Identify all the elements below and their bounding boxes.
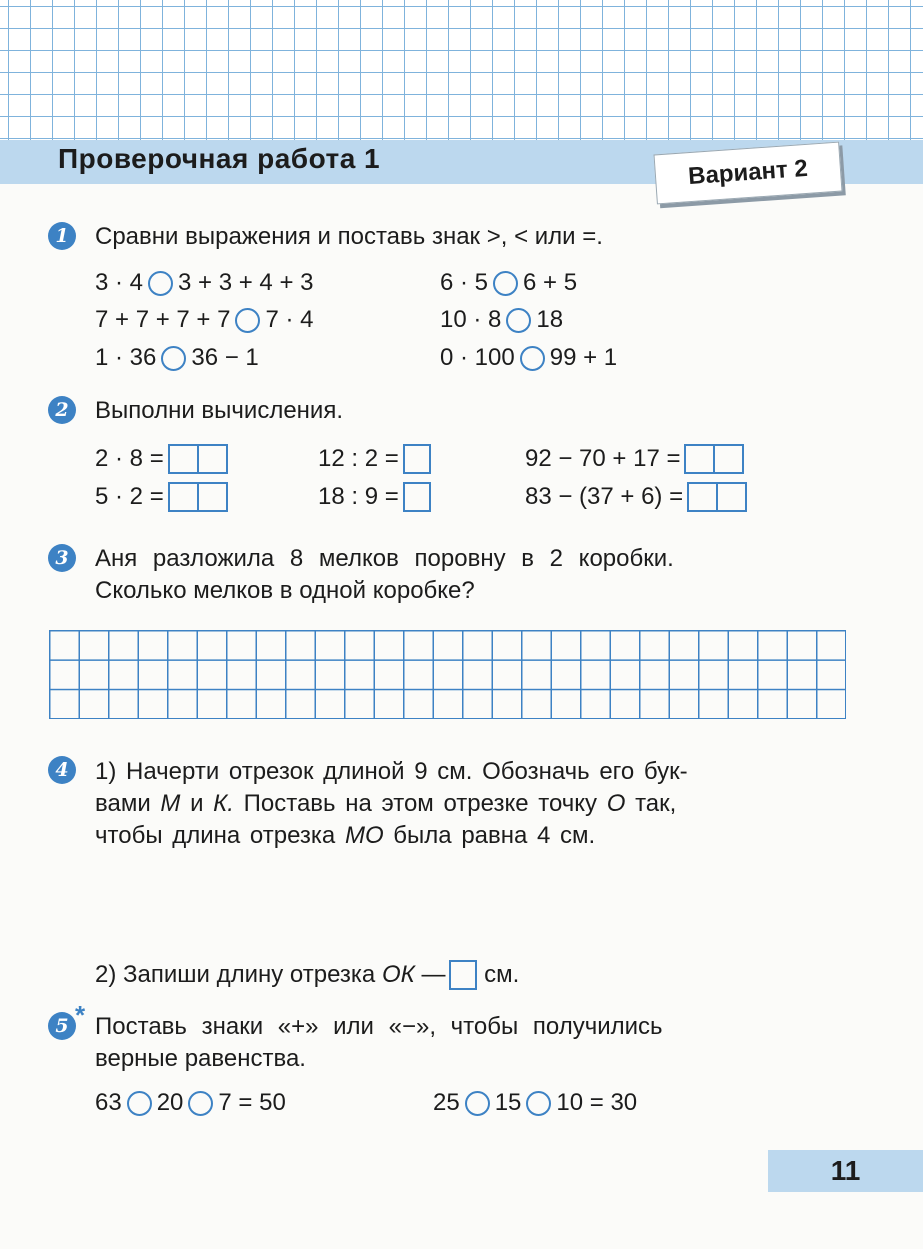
segment-mo: МО	[344, 822, 384, 849]
expr: 12 : 2 =	[318, 445, 399, 472]
text: так,	[635, 790, 677, 817]
expr: 63	[95, 1089, 122, 1116]
letter-m: М	[160, 790, 181, 817]
task-4-line-2	[95, 789, 676, 819]
task-2-number: 2	[48, 396, 76, 424]
answer-box[interactable]	[687, 482, 747, 512]
expr: 20	[156, 1089, 184, 1116]
task-5-number: 5	[48, 1012, 76, 1040]
answer-circle[interactable]	[235, 308, 260, 333]
letter-k: К.	[213, 790, 234, 817]
task-5-equation-1	[95, 1088, 286, 1118]
expr: 7 = 50	[218, 1089, 286, 1116]
text: Поставь на этом отрезке точку	[243, 790, 598, 817]
expr: 99 + 1	[549, 344, 618, 371]
task-1-row-2-right	[440, 305, 563, 335]
star-icon: *	[75, 1000, 86, 1030]
expr: 18	[536, 306, 564, 333]
answer-box[interactable]	[403, 482, 431, 512]
answer-box[interactable]	[168, 444, 228, 474]
task-1-row-3-left	[95, 343, 259, 373]
text: и	[190, 790, 204, 817]
expr: 15	[494, 1089, 522, 1116]
unit: см.	[484, 961, 520, 988]
expr: 2 · 8 =	[95, 445, 164, 472]
page-number: 11	[768, 1150, 923, 1192]
expr: 36 − 1	[191, 344, 259, 371]
expr: 7 · 4	[265, 306, 314, 333]
expr: 5 · 2 =	[95, 483, 164, 510]
task-4-line-1: 1) Начерти отрезок длиной 9 см. Обозначь его бук-	[95, 758, 688, 785]
text: была равна 4 см.	[393, 822, 596, 849]
expr: 83 − (37 + 6) =	[525, 483, 684, 510]
answer-circle[interactable]	[148, 271, 173, 296]
expr: 10 · 8	[440, 306, 502, 333]
answer-circle[interactable]	[526, 1091, 551, 1116]
variant-label: Вариант 2	[653, 142, 842, 205]
expr: 7 + 7 + 7 + 7	[95, 306, 231, 333]
text: 2) Запиши длину отрезка	[95, 961, 376, 988]
task-4-question-2	[95, 960, 519, 990]
answer-circle[interactable]	[506, 308, 531, 333]
answer-grid[interactable]	[49, 630, 846, 719]
task-2-item-6	[525, 482, 747, 512]
answer-circle[interactable]	[161, 346, 186, 371]
task-2-item-1	[95, 444, 228, 474]
expr: 0 · 100	[440, 344, 515, 371]
answer-circle[interactable]	[465, 1091, 490, 1116]
expr: 6 · 5	[440, 269, 489, 296]
task-2-item-3	[525, 444, 744, 474]
expr: 3 · 4	[95, 269, 144, 296]
answer-circle[interactable]	[520, 346, 545, 371]
expr: 25	[433, 1089, 460, 1116]
task-5-line-1: Поставь знаки «+» или «−», чтобы получились	[95, 1013, 663, 1040]
expr: 92 − 70 + 17 =	[525, 445, 681, 472]
answer-circle[interactable]	[127, 1091, 152, 1116]
text: чтобы длина отрезка	[95, 822, 336, 849]
task-5-equation-2	[433, 1088, 637, 1118]
task-1-row-2-left	[95, 305, 313, 335]
expr: 18 : 9 =	[318, 483, 399, 510]
segment-ok: ОК	[381, 961, 415, 988]
expr: 10 = 30	[556, 1089, 638, 1116]
top-grid	[0, 0, 923, 140]
task-4-number: 4	[48, 756, 76, 784]
task-5-line-2: верные равенства.	[95, 1045, 306, 1072]
answer-box[interactable]	[403, 444, 431, 474]
expr: 3 + 3 + 4 + 3	[178, 269, 314, 296]
answer-box[interactable]	[449, 960, 477, 990]
expr: 1 · 36	[95, 344, 157, 371]
answer-circle[interactable]	[493, 271, 518, 296]
page-title: Проверочная работа 1	[58, 143, 381, 174]
answer-box[interactable]	[168, 482, 228, 512]
task-2-item-4	[95, 482, 228, 512]
task-1-row-3-right	[440, 343, 617, 373]
letter-o: О	[606, 790, 626, 817]
task-1-row-1-right	[440, 268, 577, 298]
task-2-item-5	[318, 482, 431, 512]
task-3-line-2: Сколько мелков в одной коробке?	[95, 577, 475, 604]
text: вами	[95, 790, 151, 817]
expr: 6 + 5	[523, 269, 578, 296]
task-4-line-3	[95, 821, 595, 851]
task-1-text: Сравни выражения и поставь знак >, < или =.	[95, 223, 603, 250]
task-1-number: 1	[48, 222, 76, 250]
answer-circle[interactable]	[188, 1091, 213, 1116]
dash: —	[421, 961, 446, 988]
task-3-line-1: Аня разложила 8 мелков поровну в 2 коробки.	[95, 545, 674, 572]
task-2-item-2	[318, 444, 431, 474]
task-3-number: 3	[48, 544, 76, 572]
task-2-text: Выполни вычисления.	[95, 397, 343, 424]
answer-box[interactable]	[684, 444, 744, 474]
task-1-row-1-left	[95, 268, 313, 298]
